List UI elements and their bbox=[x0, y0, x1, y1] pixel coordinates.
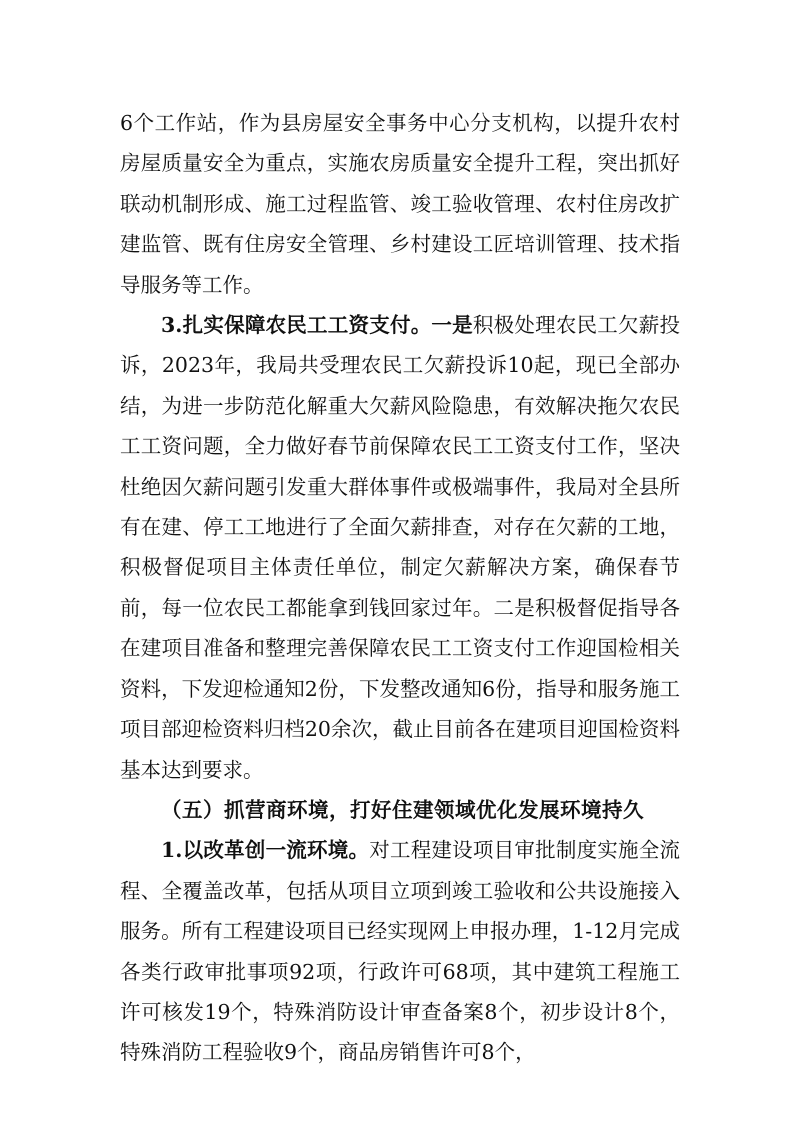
paragraph-lead: 1.以改革创一流环境。 bbox=[161, 838, 370, 863]
paragraph-text: 积极处理农民工欠薪投诉，2023年，我局共受理农民工欠薪投诉10起，现已全部办结，为进一步防范化解重大欠薪风险隐患，有效解决拖欠农民工工资问题，全力做好春节前保障农民工工资支付工作，坚决杜绝因欠薪问题引发重大群体事件或极端事件，我局对全县所有在建、停工工地进行了全面欠薪排查，对存在欠薪的工地，积极督促项目主体责任单位，制定欠薪解决方案，确保春节前，每一位农民工都能拿到钱回家过年。二是积极督促指导各在建项目准备和整理完善保障农民工工资支付工作迎国检相关资料，下发迎检通知2份，下发整改通知6份，指导和服务施工项目部迎检资料归档20余次，截止目前各在建项目迎国检资料基本达到要求。 bbox=[120, 313, 681, 782]
document-page bbox=[120, 103, 680, 1073]
paragraph-lead: 3.扎实保障农民工工资支付。一是 bbox=[161, 313, 473, 338]
section-heading-business-environment: （五）抓营商环境，打好住建领域优化发展环境持久 bbox=[161, 797, 644, 822]
paragraph-rural-housing bbox=[120, 103, 680, 305]
paragraph-reform bbox=[120, 830, 680, 1072]
paragraph-migrant-wages bbox=[120, 305, 680, 790]
paragraph-text: 对工程建设项目审批制度实施全流程、全覆盖改革，包括从项目立项到竣工验收和公共设施接入服务。所有工程建设项目已经实现网上申报办理，1-12月完成各类行政审批事项92项，行政许可68项，其中建筑工程施工许可核发19个，特殊消防设计审查备案8个，初步设计8个，特殊消防工程验收9个，商品房销售许可8个， bbox=[120, 838, 680, 1065]
paragraph-text: 6个工作站，作为县房屋安全事务中心分支机构，以提升农村房屋质量安全为重点，实施农房质量安全提升工程，突出抓好联动机制形成、施工过程监管、竣工验收管理、农村住房改扩建监管、既有住房安全管理、乡村建设工匠培训管理、技术指导服务等工作。 bbox=[120, 111, 680, 297]
